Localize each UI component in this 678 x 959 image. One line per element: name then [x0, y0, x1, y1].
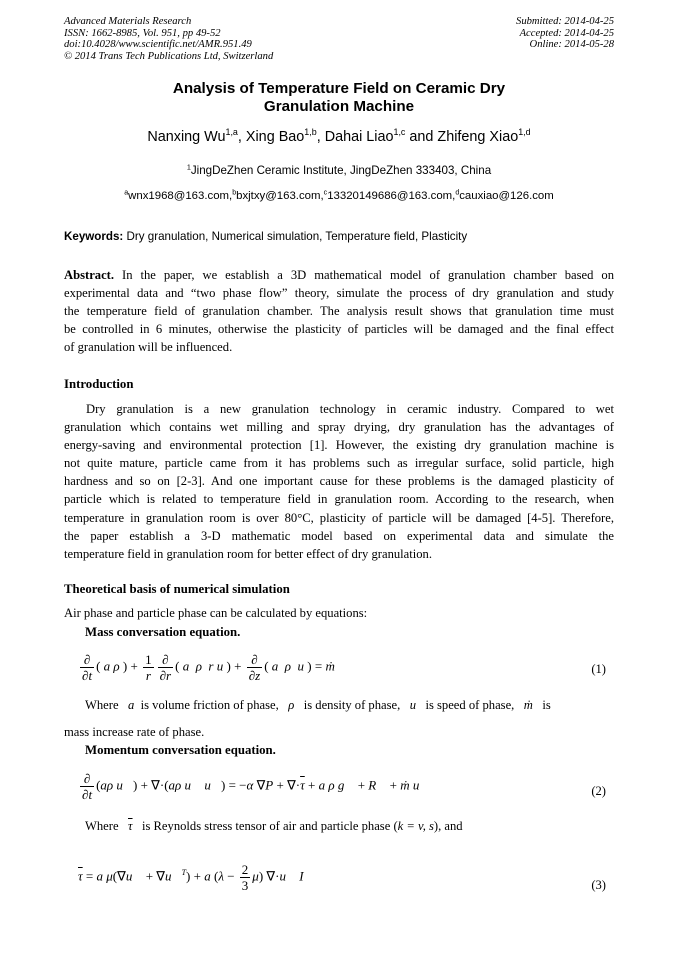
definition-text: Where — [85, 819, 119, 833]
abstract-line: be controlled in 6 minutes, otherwise the plasticity of particles will be damaged and the final effect — [64, 322, 614, 337]
journal-info — [64, 16, 273, 62]
equation-mass-conservation: $\frac{\partial}{\partial t}$ ( a ρ ) + $\frac{1}{r}$ $\frac{\partial}{\partial r}$ ( a ρ r u ) + $\frac{\partial}{\partial z}$ ( a ρ u ) = ṁ — [82, 652, 335, 683]
author-name: Xing Bao — [245, 129, 305, 145]
email-link[interactable]: 13320149686@163.com — [327, 190, 453, 202]
introduction-body — [64, 400, 614, 563]
affiliation-mark: 1 — [186, 162, 191, 172]
symbol-tau: $\overline{\tau}$ — [128, 819, 133, 833]
eq-fraction: $\frac{1}{r}$ — [145, 652, 152, 683]
momentum-equation-heading: Momentum conversation equation. — [85, 743, 276, 757]
symbol-u: u — [409, 698, 417, 712]
author-separator: , — [316, 129, 325, 145]
equation-number: (3) — [591, 878, 606, 892]
keywords-label: Keywords: — [64, 230, 124, 243]
author-name: Nanxing Wu — [147, 129, 226, 145]
author-affil-mark: 1,c — [393, 127, 406, 138]
definition-text: is speed of phase, — [425, 698, 515, 712]
author-affil-mark: 1,b — [304, 127, 317, 138]
symbol-k: k = v, s — [397, 819, 434, 833]
intro-line: Dry granulation is a new granulation technology in ceramic industry. Compared to wet — [86, 402, 614, 416]
email-list — [0, 190, 678, 202]
tau-definition — [85, 819, 463, 834]
symbol-m-dot: ṁ — [523, 698, 533, 712]
eq-fraction: $\frac{\partial}{\partial t}$ — [82, 771, 93, 802]
abstract-line: of granulation will be influenced. — [64, 340, 233, 355]
email-mark: c — [323, 189, 328, 197]
keywords-text: Dry granulation, Numerical simulation, Temperature field, Plasticity — [126, 230, 468, 243]
author-separator: and — [405, 129, 438, 145]
title-line: Granulation Machine — [263, 98, 415, 115]
symbol-rho: ρ — [288, 698, 295, 712]
section-heading-theory: Theoretical basis of numerical simulation — [64, 582, 290, 596]
abstract-line: the temperature field of granulation chamber. The analysis result shows that granulation time must — [64, 304, 614, 319]
intro-line: hardness and so on [2-3]. And one important cause for these problems is the damaged plasticity of — [64, 474, 614, 489]
intro-line: energy-saving and environmental protection [1]. However, the existing dry granulation machine is — [64, 438, 614, 453]
journal-copyright: © 2014 Trans Tech Publications Ltd, Switzerland — [64, 50, 274, 62]
accepted-date: Accepted: 2014-04-25 — [519, 27, 614, 39]
abstract-line: experimental data and “two phase flow” theory, simulate the process of dry granulation and study — [64, 286, 614, 301]
equation-number: (1) — [591, 662, 606, 676]
eq-fraction: $\frac{\partial}{\partial t}$ — [82, 652, 93, 683]
email-link[interactable]: cauxiao@126.com — [459, 190, 554, 202]
definition-text: is — [542, 698, 551, 712]
title-line: Analysis of Temperature Field on Ceramic Dry — [172, 80, 506, 97]
definition-text: is Reynolds stress tensor of air and particle phase ( — [141, 819, 398, 833]
affiliation — [0, 164, 678, 177]
submitted-date: Submitted: 2014-04-25 — [516, 16, 614, 27]
email-separator: , — [229, 190, 233, 202]
definition-text: is density of phase, — [303, 698, 401, 712]
mass-equation-definitions-cont: mass increase rate of phase. — [64, 725, 205, 739]
journal-doi: doi:10.4028/www.scientific.net/AMR.951.49 — [64, 39, 252, 51]
keywords — [64, 230, 614, 243]
journal-name: Advanced Materials Research — [64, 16, 192, 27]
email-link[interactable]: wnx1968@163.com — [128, 190, 230, 202]
author-affil-mark: 1,d — [518, 127, 531, 138]
online-date: Online: 2014-05-28 — [529, 39, 614, 51]
section-heading-introduction: Introduction — [64, 377, 134, 391]
equation-momentum-conservation: $\frac{\partial}{\partial t}$ (aρ u⃗) + ∇·(aρ u⃗ u⃗) = −α $\nabla P + \nabla\cdot\overline{\tau} + a$ ρ g⃗ + R⃗ + ṁ u⃗ — [82, 771, 430, 802]
mass-equation-definitions — [85, 698, 551, 713]
email-mark: d — [455, 189, 460, 197]
eq-fraction: $\frac{\partial}{\partial z}$ — [248, 652, 261, 683]
email-separator: , — [320, 190, 324, 202]
journal-issn: ISSN: 1662-8985, Vol. 951, pp 49-52 — [64, 27, 221, 39]
author-list — [0, 129, 678, 145]
author-name: Zhifeng Xiao — [437, 129, 519, 145]
intro-line: temperature field in granulation room for better effect of dry granulation. — [64, 546, 432, 561]
eq-fraction: $\frac{\partial}{\partial r}$ — [159, 652, 172, 683]
definition-text: Where — [85, 698, 119, 712]
abstract — [64, 266, 614, 356]
intro-line: the paper establish a 3-D mathematic model based on experimental data and simulate the — [64, 528, 614, 543]
email-mark: a — [124, 189, 129, 197]
paper-title — [0, 80, 678, 116]
theory-intro: Air phase and particle phase can be calculated by equations: — [64, 606, 368, 620]
submission-dates — [516, 16, 614, 51]
author-affil-mark: 1,a — [225, 127, 238, 138]
intro-line: granulation which contains wet milling and spray drying, dry granulation has the advantages of — [64, 420, 614, 435]
mass-equation-heading: Mass conversation equation. — [85, 625, 241, 639]
abstract-label: Abstract. — [64, 268, 115, 282]
email-link[interactable]: bxjtxy@163.com — [236, 190, 321, 202]
definition-text: is volume friction of phase, — [140, 698, 279, 712]
author-separator: , — [237, 129, 246, 145]
intro-line: temperature in granulation room is over 80°C, plasticity of particle will be damaged [4-5]. Therefore, — [64, 510, 614, 525]
intro-line: particle which is related to temperature field in granulation room. According to the research, when — [64, 492, 614, 507]
abstract-line — [64, 266, 614, 284]
email-mark: b — [232, 189, 237, 197]
abstract-text: In the paper, we establish a 3D mathematical model of granulation chamber based on — [114, 268, 614, 282]
eq-fraction: $\frac{2}{3}$ — [241, 862, 249, 893]
equation-number: (2) — [591, 784, 606, 798]
email-separator: , — [452, 190, 456, 202]
equation-reynolds-stress: $\overline{\tau} = a$ μ(∇u⃗ + ∇u⃗$^T$) + a (λ − $\frac{2}{3}$ μ) ∇·u⃗ I — [78, 862, 304, 893]
definition-text: ), and — [433, 819, 463, 833]
symbol-a: a — [128, 698, 135, 712]
affiliation-text: JingDeZhen Ceramic Institute, JingDeZhen 333403, China — [190, 164, 492, 177]
author-name: Dahai Liao — [324, 129, 394, 145]
intro-line: not quite mature, particle came from it has problems such as irregular surface, solid particle, high — [64, 456, 614, 471]
